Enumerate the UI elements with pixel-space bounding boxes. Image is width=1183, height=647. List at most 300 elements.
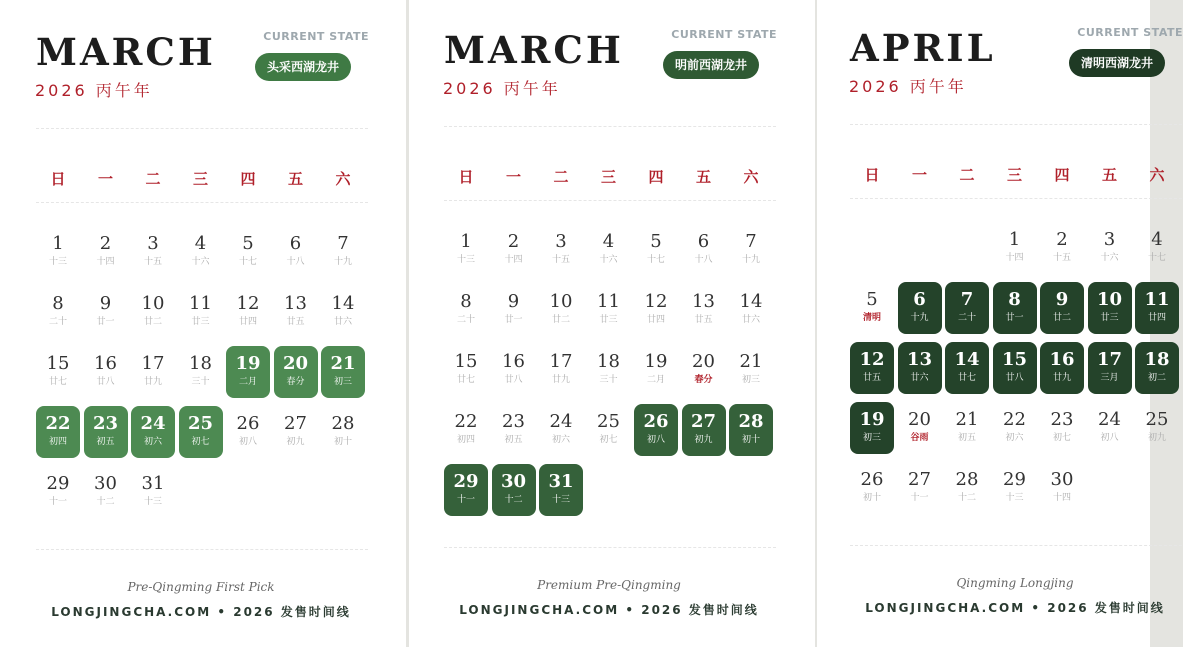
calendar-day-22 [36,406,80,458]
year-label: 2026 丙午年 [35,81,153,100]
footer-site: LONGJINGCHA.COM • 2026 发售时间线 [51,605,351,619]
calendar-day-4 [1135,222,1179,274]
day-number: 11 [597,291,620,312]
day-number: 1 [1008,229,1021,250]
calendar-day-13 [898,342,942,394]
current-state-label: CURRENT STATE [1077,26,1183,39]
day-number: 29 [46,473,70,494]
calendar-day-28 [321,406,365,458]
calendar-day-9 [1040,282,1084,334]
weekday-header-6: 六 [1149,166,1165,184]
calendar-day-27 [682,404,726,456]
day-number: 25 [187,413,214,434]
lunar-date: 廿五 [862,373,881,383]
calendar-day-18 [587,344,631,396]
lunar-date: 谷雨 [910,433,929,443]
lunar-date: 二十 [456,315,475,325]
lunar-date: 初四 [48,437,67,447]
lunar-date: 二十 [48,317,67,327]
day-number: 13 [692,291,715,312]
day-number: 15 [454,351,478,372]
calendar-day-25 [1135,402,1179,454]
calendar-card-3 [817,0,1183,647]
weekday-header-4: 四 [240,170,256,188]
calendar-day-7 [729,224,773,276]
lunar-date: 春分 [286,377,305,387]
lunar-date: 十五 [551,255,570,265]
day-number: 12 [236,293,260,314]
lunar-date: 十八 [694,255,713,265]
calendar-day-25 [179,406,223,458]
calendar-day-5 [850,282,894,334]
header-divider [36,128,368,129]
calendar-day-19 [850,402,894,454]
calendar-day-16 [84,346,128,398]
calendar-day-19 [634,344,678,396]
day-number: 23 [502,411,525,432]
current-state-badge: 明前西湖龙井 [663,51,759,79]
calendar-day-21 [729,344,773,396]
day-number: 2 [1056,229,1068,250]
calendar-day-17 [131,346,175,398]
weekday-header-2: 二 [959,166,975,184]
calendar-day-18 [179,346,223,398]
calendar-day-10 [539,284,583,336]
calendar-day-5 [226,226,270,278]
weekday-header-4: 四 [648,168,664,186]
header-divider [850,124,1182,125]
calendar-day-3 [1088,222,1132,274]
calendar-day-27 [898,462,942,514]
day-number: 7 [960,289,974,310]
calendar-day-26 [634,404,678,456]
day-number: 18 [189,353,212,374]
calendar-day-8 [36,286,80,338]
footer-site: LONGJINGCHA.COM • 2026 发售时间线 [459,603,759,617]
day-number: 4 [1151,229,1163,250]
lunar-date: 廿七 [456,375,475,385]
day-number: 19 [644,351,668,372]
day-number: 24 [549,411,573,432]
day-number: 14 [331,293,355,314]
lunar-date: 廿九 [1052,373,1071,383]
weekday-header-3: 三 [600,168,616,186]
calendar-day-25 [587,404,631,456]
lunar-date: 十九 [910,313,929,323]
day-number: 8 [1008,289,1021,310]
weekday-header-6: 六 [743,168,759,186]
day-number: 10 [1096,289,1123,310]
lunar-date: 初三 [862,433,881,443]
calendar-day-13 [274,286,318,338]
day-number: 9 [99,293,112,314]
footer-site: LONGJINGCHA.COM • 2026 发售时间线 [865,601,1165,615]
day-number: 24 [140,413,166,434]
lunar-date: 初六 [551,435,570,445]
footer-title: Pre-Qingming First Pick [127,580,275,594]
calendar-day-2 [1040,222,1084,274]
day-number: 28 [738,411,764,432]
current-state-label: CURRENT STATE [671,28,777,41]
lunar-date: 春分 [694,375,713,385]
lunar-date: 廿四 [646,315,665,325]
header-divider [444,126,776,127]
weekday-header-5: 五 [1101,166,1117,184]
day-number: 31 [548,471,574,492]
lunar-date: 十七 [1147,253,1166,263]
lunar-date: 初九 [286,437,305,447]
day-number: 10 [549,291,573,312]
calendar-day-9 [84,286,128,338]
calendar-day-24 [131,406,175,458]
calendar-day-28 [945,462,989,514]
calendar-day-10 [131,286,175,338]
calendar-day-21 [321,346,365,398]
calendar-day-23 [492,404,536,456]
day-number: 6 [289,233,302,254]
lunar-date: 初九 [1147,433,1166,443]
calendar-day-11 [1135,282,1179,334]
day-number: 21 [330,353,356,374]
lunar-date: 初八 [1100,433,1119,443]
calendar-day-30 [492,464,536,516]
lunar-date: 十六 [191,257,210,267]
day-number: 5 [242,233,254,254]
lunar-date: 清明 [862,313,881,323]
calendar-day-26 [850,462,894,514]
lunar-date: 十一 [48,497,67,507]
footer-divider [36,549,368,550]
month-title: MARCH [36,30,216,74]
lunar-date: 廿一 [1005,313,1024,323]
lunar-date: 初十 [333,437,352,447]
calendar-day-15 [444,344,488,396]
day-number: 4 [194,233,207,254]
day-number: 21 [955,409,979,430]
day-number: 6 [697,231,710,252]
day-number: 2 [507,231,520,252]
weekday-header-1: 一 [505,168,521,186]
calendar-day-21 [945,402,989,454]
day-number: 17 [549,351,573,372]
lunar-date: 十三 [143,497,162,507]
lunar-date: 初八 [646,435,665,445]
lunar-date: 三十 [191,377,210,387]
lunar-date: 廿四 [1147,313,1166,323]
day-number: 31 [141,473,165,494]
lunar-date: 十七 [238,257,257,267]
weekday-header-3: 三 [192,170,208,188]
calendar-day-14 [729,284,773,336]
day-number: 17 [1096,349,1123,370]
lunar-date: 廿八 [1005,373,1024,383]
calendar-day-2 [84,226,128,278]
lunar-date: 廿六 [741,315,760,325]
day-number: 8 [460,291,472,312]
lunar-date: 廿七 [957,373,976,383]
current-state-badge: 头采西湖龙井 [255,53,351,81]
day-number: 3 [555,231,567,252]
calendar-day-4 [179,226,223,278]
lunar-date: 三月 [1100,373,1119,383]
day-number: 20 [692,351,715,372]
current-state-label: CURRENT STATE [263,30,369,43]
calendar-day-12 [226,286,270,338]
calendar-day-12 [634,284,678,336]
lunar-date: 十七 [646,255,665,265]
calendar-day-9 [492,284,536,336]
lunar-date: 初七 [191,437,210,447]
weekday-header-3: 三 [1006,166,1022,184]
day-number: 13 [284,293,307,314]
day-number: 2 [99,233,112,254]
day-number: 29 [453,471,479,492]
calendar-day-20 [274,346,318,398]
calendar-day-30 [1040,462,1084,514]
day-number: 30 [1050,469,1074,490]
day-number: 14 [739,291,763,312]
day-number: 22 [45,413,71,434]
lunar-date: 十五 [143,257,162,267]
calendar-day-4 [587,224,631,276]
day-number: 5 [650,231,662,252]
lunar-date: 十四 [1052,493,1071,503]
day-number: 15 [1001,349,1028,370]
calendar-day-2 [492,224,536,276]
lunar-date: 廿二 [1052,313,1071,323]
lunar-date: 十三 [48,257,67,267]
day-number: 27 [284,413,307,434]
lunar-date: 初五 [504,435,523,445]
lunar-date: 廿一 [504,315,523,325]
calendar-day-6 [274,226,318,278]
weekday-header-6: 六 [335,170,351,188]
lunar-date: 十一 [910,493,929,503]
calendar-day-8 [993,282,1037,334]
lunar-date: 廿三 [1100,313,1119,323]
weekday-header-0: 日 [458,168,474,186]
day-number: 3 [1103,229,1116,250]
lunar-date: 二十 [957,313,976,323]
calendar-day-8 [444,284,488,336]
calendar-day-18 [1135,342,1179,394]
calendar-day-12 [850,342,894,394]
weekday-header-5: 五 [695,168,711,186]
day-number: 3 [147,233,159,254]
calendar-day-20 [682,344,726,396]
lunar-date: 十九 [333,257,352,267]
calendar-day-29 [36,466,80,518]
calendar-day-22 [993,402,1037,454]
day-number: 29 [1003,469,1026,490]
calendar-day-7 [321,226,365,278]
day-number: 4 [602,231,615,252]
day-number: 20 [282,353,309,374]
day-number: 7 [337,233,349,254]
calendar-day-16 [492,344,536,396]
lunar-date: 十六 [599,255,618,265]
day-number: 5 [866,289,878,310]
day-number: 19 [859,409,885,430]
calendar-day-16 [1040,342,1084,394]
footer-divider [850,545,1182,546]
calendar-day-14 [321,286,365,338]
lunar-date: 初二 [1147,373,1166,383]
weekday-header-1: 一 [911,166,927,184]
day-number: 12 [644,291,668,312]
month-title: APRIL [850,26,996,70]
lunar-date: 初八 [238,437,257,447]
current-state-badge: 清明西湖龙井 [1069,49,1165,77]
calendar-day-6 [898,282,942,334]
lunar-date: 初四 [456,435,475,445]
calendar-day-5 [634,224,678,276]
day-number: 15 [46,353,70,374]
day-number: 11 [189,293,212,314]
weekday-header-1: 一 [97,170,113,188]
day-number: 27 [908,469,931,490]
day-number: 30 [500,471,527,492]
calendar-day-17 [539,344,583,396]
calendar-card-1 [0,0,406,647]
lunar-date: 廿一 [96,317,115,327]
lunar-date: 十四 [504,255,523,265]
calendar-day-1 [36,226,80,278]
lunar-date: 初六 [1005,433,1024,443]
calendar-day-1 [444,224,488,276]
calendar-day-11 [587,284,631,336]
lunar-date: 二月 [646,375,665,385]
lunar-date: 廿九 [551,375,570,385]
day-number: 23 [92,413,119,434]
day-number: 18 [597,351,620,372]
lunar-date: 廿五 [286,317,305,327]
lunar-date: 十六 [1100,253,1119,263]
day-number: 25 [1145,409,1169,430]
calendar-day-3 [539,224,583,276]
lunar-date: 十九 [741,255,760,265]
calendar-day-29 [993,462,1037,514]
day-number: 21 [739,351,763,372]
day-number: 22 [454,411,478,432]
day-number: 24 [1098,409,1121,430]
weekday-header-0: 日 [50,170,66,188]
lunar-date: 初六 [143,437,162,447]
day-number: 7 [745,231,757,252]
day-number: 25 [597,411,620,432]
day-number: 18 [1144,349,1170,370]
footer-title: Premium Pre-Qingming [537,578,681,592]
day-number: 23 [1050,409,1074,430]
footer-title: Qingming Longjing [956,576,1074,590]
lunar-date: 十一 [456,495,475,505]
day-number: 1 [460,231,472,252]
lunar-date: 十四 [96,257,115,267]
lunar-date: 二月 [238,377,257,387]
day-number: 6 [913,289,926,310]
calendar-day-1 [993,222,1037,274]
day-number: 9 [1055,289,1069,310]
day-number: 26 [643,411,669,432]
day-number: 22 [1003,409,1026,430]
lunar-date: 十八 [286,257,305,267]
lunar-date: 十二 [96,497,115,507]
calendar-day-20 [898,402,942,454]
calendar-card-2 [409,0,815,647]
day-number: 8 [52,293,64,314]
lunar-date: 廿八 [504,375,523,385]
day-number: 14 [954,349,980,370]
lunar-date: 廿六 [910,373,929,383]
lunar-date: 初九 [694,435,713,445]
lunar-date: 十三 [456,255,475,265]
lunar-date: 初七 [1052,433,1071,443]
day-number: 16 [1049,349,1075,370]
lunar-date: 廿八 [96,377,115,387]
day-number: 12 [859,349,885,370]
day-number: 27 [690,411,717,432]
calendar-day-28 [729,404,773,456]
footer-divider [444,547,776,548]
day-number: 26 [236,413,260,434]
calendar-day-3 [131,226,175,278]
day-number: 9 [507,291,520,312]
day-number: 28 [331,413,355,434]
lunar-date: 廿九 [143,377,162,387]
year-label: 2026 丙午年 [849,77,967,96]
day-number: 11 [1144,289,1170,310]
day-number: 10 [141,293,165,314]
weekday-header-0: 日 [864,166,880,184]
day-number: 13 [906,349,933,370]
weekday-header-2: 二 [553,168,569,186]
lunar-date: 初三 [741,375,760,385]
calendar-day-27 [274,406,318,458]
weekday-divider [36,202,368,203]
calendar-day-15 [36,346,80,398]
calendar-day-14 [945,342,989,394]
calendar-day-10 [1088,282,1132,334]
calendar-day-23 [1040,402,1084,454]
weekday-divider [444,200,776,201]
day-number: 19 [235,353,261,374]
lunar-date: 初五 [957,433,976,443]
calendar-day-15 [993,342,1037,394]
day-number: 1 [52,233,64,254]
calendar-day-29 [444,464,488,516]
calendar-day-6 [682,224,726,276]
calendar-day-19 [226,346,270,398]
lunar-date: 廿四 [238,317,257,327]
lunar-date: 廿三 [191,317,210,327]
lunar-date: 三十 [599,375,618,385]
lunar-date: 初五 [96,437,115,447]
calendar-day-11 [179,286,223,338]
lunar-date: 十五 [1052,253,1071,263]
calendar-day-24 [1088,402,1132,454]
lunar-date: 廿五 [694,315,713,325]
calendar-day-22 [444,404,488,456]
lunar-date: 十三 [1005,493,1024,503]
calendar-day-31 [131,466,175,518]
calendar-day-26 [226,406,270,458]
weekday-header-5: 五 [287,170,303,188]
day-number: 26 [860,469,884,490]
month-title: MARCH [444,28,624,72]
lunar-date: 初十 [741,435,760,445]
lunar-date: 廿三 [599,315,618,325]
calendar-day-24 [539,404,583,456]
